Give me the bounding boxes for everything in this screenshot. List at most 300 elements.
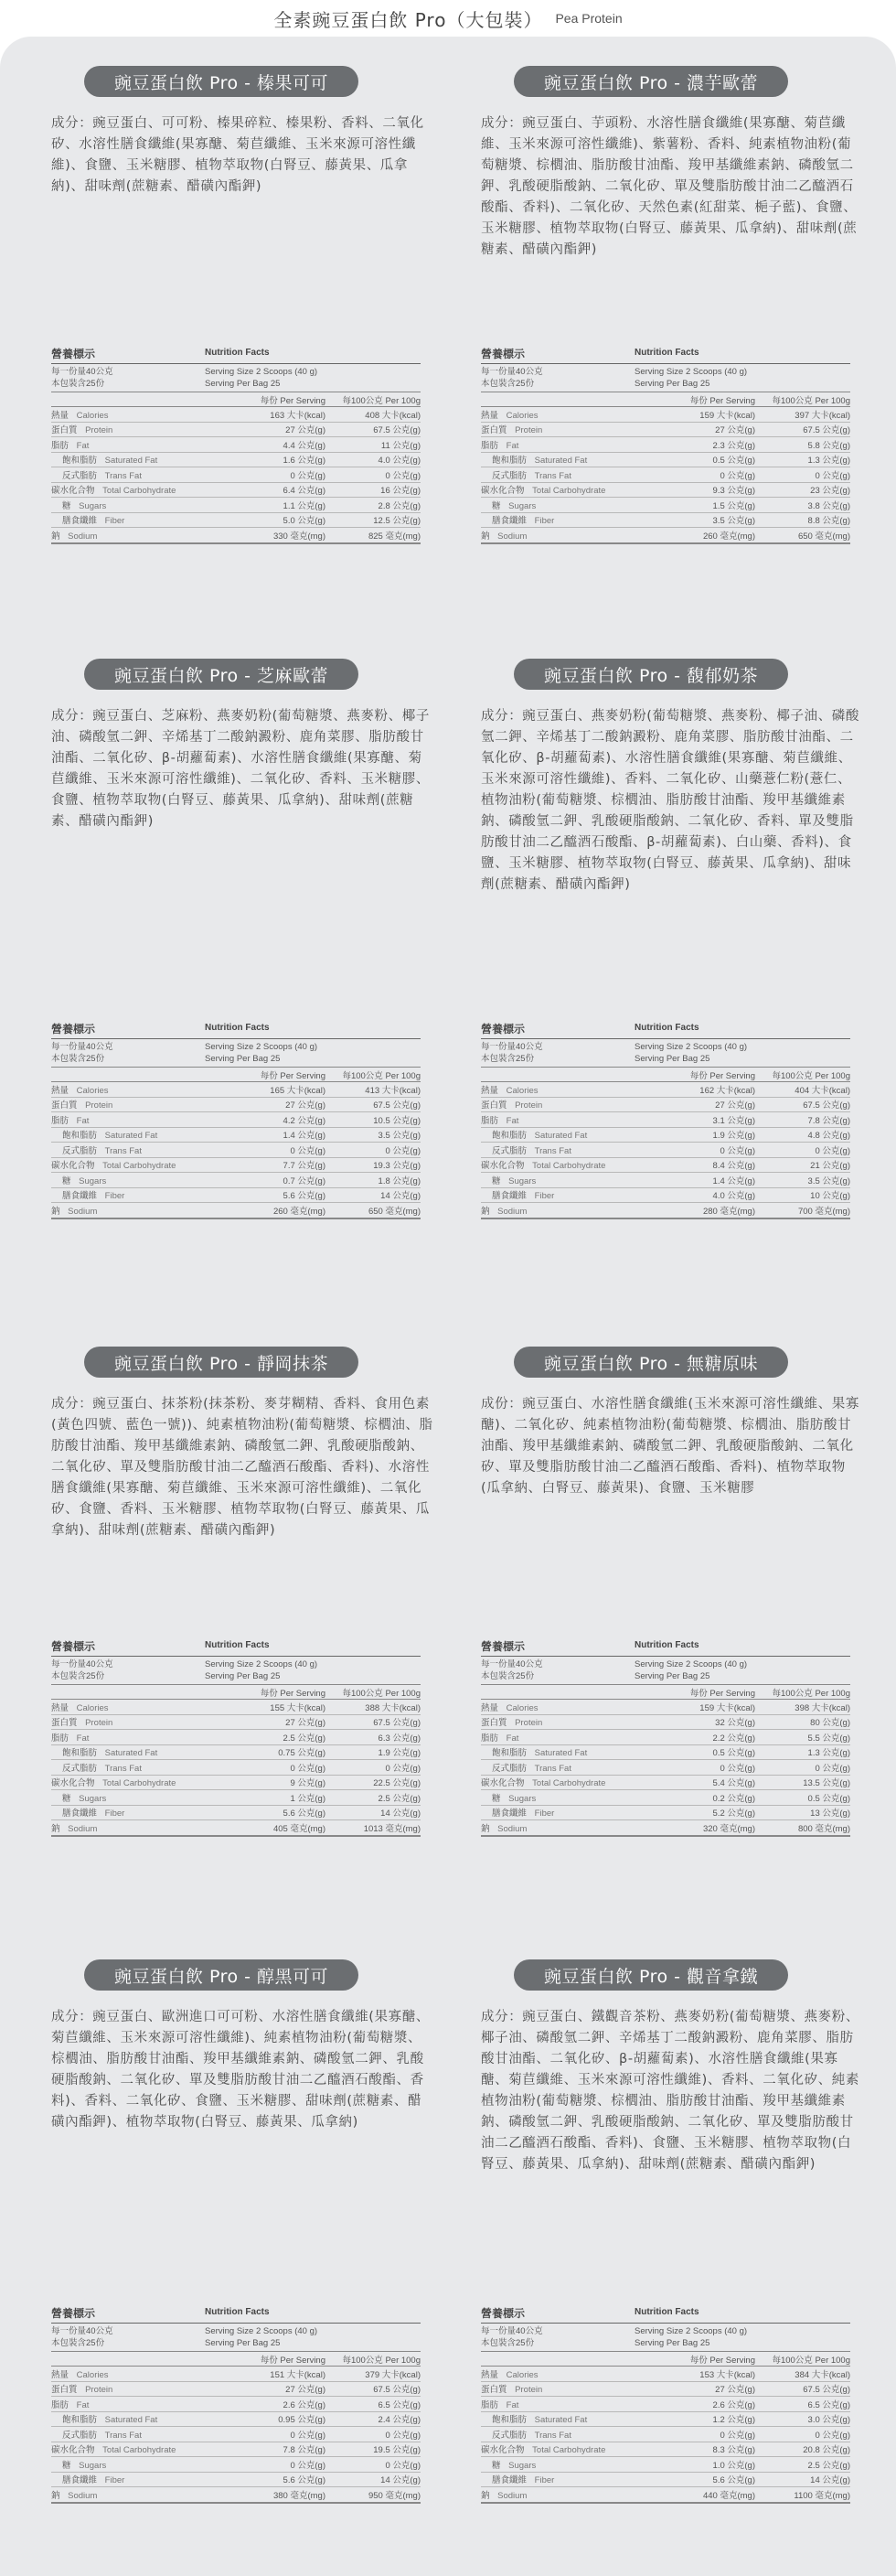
per-100g-value: 1013 毫克(mg) bbox=[363, 1823, 421, 1834]
per-100g-value: 67.5 公克(g) bbox=[373, 1718, 421, 1729]
nutrient-name-zh: 膳食纖維 bbox=[492, 1191, 528, 1202]
per-serving-value: 27 公克(g) bbox=[285, 1718, 325, 1729]
nutrition-row bbox=[51, 1188, 421, 1204]
nutrient-name-zh: 鈉 bbox=[51, 2490, 60, 2501]
nutrient-name-zh: 熱量 bbox=[51, 1702, 69, 1713]
per-serving-value: 405 毫克(mg) bbox=[272, 1823, 325, 1834]
per-100g-value: 384 大卡(kcal) bbox=[795, 2369, 850, 2380]
per-serving-value: 165 大卡(kcal) bbox=[270, 1085, 325, 1096]
nutrient-name-en: Trans Fat bbox=[534, 2430, 571, 2441]
nutrient-name-zh: 糖 bbox=[62, 2460, 71, 2471]
ingredients-text: 成分：豌豆蛋白、芝麻粉、燕麥奶粉(葡萄糖漿、燕麥粉、椰子油、磷酸氫二鉀、辛烯基丁二酸鈉澱粉、鹿角菜膠、脂肪酸甘油酯、二氧化矽、β-胡蘿蔔素)、水溶性膳食纖維(果寡醣、菊苣纖維、玉米來源可溶性纖維)、二氧化矽、香料、玉米糖膠、食鹽、植物萃取物(白腎豆、藤黃果、瓜拿納)、甜味劑(蔗糖素、醋磺內酯鉀) bbox=[51, 709, 430, 829]
per-serving-value: 159 大卡(kcal) bbox=[699, 410, 755, 421]
serving-size-en: Serving Size 2 Scoops (40 g) bbox=[205, 2326, 318, 2336]
product-block bbox=[481, 66, 874, 578]
nutrient-name-zh: 鈉 bbox=[481, 531, 490, 542]
nutrient-name-zh: 蛋白質 bbox=[481, 1718, 507, 1729]
nutrient-name-zh: 脂肪 bbox=[51, 2399, 69, 2410]
per-100g-value: 388 大卡(kcal) bbox=[365, 1702, 421, 1713]
page-subtitle: Pea Protein bbox=[555, 11, 623, 26]
nutrient-name-en: Protein bbox=[515, 425, 543, 436]
nutrient-name-en: Sodium bbox=[68, 1823, 98, 1834]
per-100g-value: 825 毫克(mg) bbox=[368, 531, 421, 542]
per-100g-value: 1.3 公克(g) bbox=[807, 456, 850, 467]
per-100g-value: 0 公克(g) bbox=[385, 2430, 421, 2441]
product-block bbox=[481, 1347, 874, 1859]
per-100g-value: 0 公克(g) bbox=[385, 1763, 421, 1774]
servings-per-pack-en: Serving Per Bag 25 bbox=[635, 1671, 710, 1681]
nutrient-name-zh: 熱量 bbox=[51, 1085, 69, 1096]
product-block bbox=[481, 659, 874, 1217]
nutrient-name-en: Fiber bbox=[534, 1809, 555, 1819]
per-100g-value: 0 公克(g) bbox=[385, 470, 421, 481]
nutrient-name-zh: 飽和脂肪 bbox=[492, 1748, 528, 1759]
per-100g-value: 67.5 公克(g) bbox=[803, 2385, 850, 2396]
per-100g-value: 11 公克(g) bbox=[380, 440, 421, 451]
per-100g-header: 每100公克 Per 100g bbox=[772, 2355, 850, 2366]
per-serving-value: 2.5 公克(g) bbox=[283, 1733, 325, 1744]
servings-per-pack-en: Serving Per Bag 25 bbox=[205, 1054, 281, 1064]
nutrition-row bbox=[481, 1188, 850, 1204]
per-100g-value: 12.5 公克(g) bbox=[373, 516, 421, 527]
per-100g-value: 19.3 公克(g) bbox=[373, 1161, 421, 1172]
serving-size-en: Serving Size 2 Scoops (40 g) bbox=[635, 1659, 748, 1669]
per-serving-header: 每份 Per Serving bbox=[689, 1688, 755, 1699]
serving-size-zh: 每一份量40公克 bbox=[481, 1042, 543, 1052]
nutrition-row bbox=[51, 1776, 421, 1791]
page-title: 全素豌豆蛋白飲 Pro（大包裝） bbox=[273, 8, 543, 31]
per-100g-value: 650 毫克(mg) bbox=[368, 1206, 421, 1217]
nutrient-name-en: Calories bbox=[506, 1702, 539, 1713]
nutrition-row bbox=[51, 2367, 421, 2382]
nutrient-name-en: Protein bbox=[85, 1718, 113, 1729]
nutrition-row bbox=[51, 513, 421, 529]
per-serving-value: 27 公克(g) bbox=[715, 1100, 755, 1111]
per-100g-value: 0 公克(g) bbox=[815, 1145, 850, 1156]
nutrition-row bbox=[481, 1806, 850, 1821]
nutrition-column-header bbox=[51, 2352, 421, 2367]
nutrient-name-en: Trans Fat bbox=[104, 1145, 142, 1156]
nutrient-name-zh: 熱量 bbox=[481, 1085, 499, 1096]
nutrition-header bbox=[51, 2305, 421, 2324]
nutrition-facts-table bbox=[51, 1021, 421, 1219]
nutrition-row bbox=[481, 1112, 850, 1128]
per-100g-value: 3.0 公克(g) bbox=[807, 2415, 850, 2426]
nutrient-name-zh: 膳食纖維 bbox=[492, 516, 528, 527]
nutrient-name-zh: 飽和脂肪 bbox=[62, 1131, 98, 1142]
nutrition-header bbox=[51, 1021, 421, 1039]
nutrient-name-en: Fat bbox=[506, 440, 519, 451]
nutrient-name-zh: 反式脂肪 bbox=[492, 1763, 528, 1774]
per-100g-value: 950 毫克(mg) bbox=[368, 2490, 421, 2501]
per-100g-value: 0 公克(g) bbox=[815, 2430, 850, 2441]
nutrient-name-zh: 脂肪 bbox=[51, 1733, 69, 1744]
per-100g-value: 379 大卡(kcal) bbox=[365, 2369, 421, 2380]
nutrient-name-zh: 碳水化合物 bbox=[481, 486, 525, 497]
nutrient-name-zh: 蛋白質 bbox=[481, 425, 507, 436]
nutrition-column-header bbox=[481, 2352, 850, 2367]
nutrition-row bbox=[51, 1790, 421, 1806]
per-100g-value: 14 公克(g) bbox=[810, 2475, 850, 2486]
nutrition-row bbox=[51, 1820, 421, 1837]
product-title: 豌豆蛋白飲 Pro - 濃芋歐蕾 bbox=[514, 66, 788, 97]
ingredients-text: 成分：豌豆蛋白、可可粉、榛果碎粒、榛果粉、香料、二氧化矽、水溶性膳食纖維(果寡醣、菊苣纖維、玉米來源可溶性纖維)、食鹽、玉米糖膠、植物萃取物(白腎豆、藤黃果、瓜拿納)、甜味劑(蔗糖素、醋磺內酯鉀) bbox=[51, 116, 424, 194]
per-serving-value: 5.6 公克(g) bbox=[283, 1809, 325, 1819]
per-serving-value: 2.2 公克(g) bbox=[712, 1733, 755, 1744]
nutrient-name-zh: 熱量 bbox=[51, 410, 69, 421]
nutrient-name-en: Calories bbox=[506, 2369, 539, 2380]
nutrient-name-zh: 脂肪 bbox=[481, 1115, 499, 1126]
nutrition-row bbox=[481, 513, 850, 529]
nutrient-name-en: Saturated Fat bbox=[104, 456, 158, 467]
nutrition-title-zh: 營養標示 bbox=[481, 2307, 526, 2320]
nutrition-row bbox=[481, 483, 850, 499]
per-100g-value: 14 公克(g) bbox=[380, 1191, 421, 1202]
nutrition-row bbox=[51, 483, 421, 499]
per-serving-value: 260 毫克(mg) bbox=[272, 1206, 325, 1217]
nutrient-name-zh: 鈉 bbox=[51, 1206, 60, 1217]
serving-size-en: Serving Size 2 Scoops (40 g) bbox=[635, 1042, 748, 1052]
nutrition-title-en: Nutrition Facts bbox=[635, 2307, 699, 2317]
nutrient-name-zh: 蛋白質 bbox=[51, 1100, 78, 1111]
nutrition-title-en: Nutrition Facts bbox=[205, 2307, 270, 2317]
per-serving-value: 3.5 公克(g) bbox=[712, 516, 755, 527]
per-serving-value: 1.6 公克(g) bbox=[283, 456, 325, 467]
per-100g-value: 1.3 公克(g) bbox=[807, 1748, 850, 1759]
nutrient-name-en: Sugars bbox=[508, 500, 537, 511]
per-serving-value: 1.4 公克(g) bbox=[283, 1131, 325, 1142]
per-100g-value: 3.5 公克(g) bbox=[807, 1175, 850, 1186]
per-serving-value: 0 公克(g) bbox=[290, 1145, 325, 1156]
per-100g-header: 每100公克 Per 100g bbox=[342, 395, 421, 406]
per-100g-value: 16 公克(g) bbox=[380, 486, 421, 497]
nutrition-row bbox=[481, 1715, 850, 1731]
per-serving-value: 32 公克(g) bbox=[715, 1718, 755, 1729]
servings-per-pack-zh: 本包裝含25份 bbox=[51, 379, 105, 389]
nutrient-name-en: Fat bbox=[76, 440, 90, 451]
nutrient-name-zh: 反式脂肪 bbox=[492, 470, 528, 481]
per-serving-value: 27 公克(g) bbox=[285, 2385, 325, 2396]
nutrition-row bbox=[51, 498, 421, 513]
nutrient-name-en: Calories bbox=[76, 410, 109, 421]
per-serving-value: 0 公克(g) bbox=[720, 1763, 755, 1774]
product-title: 豌豆蛋白飲 Pro - 無糖原味 bbox=[514, 1347, 788, 1378]
nutrient-name-zh: 蛋白質 bbox=[481, 1100, 507, 1111]
nutrition-column-header bbox=[51, 392, 421, 407]
serving-size-en: Serving Size 2 Scoops (40 g) bbox=[635, 2326, 748, 2336]
per-serving-value: 0.7 公克(g) bbox=[283, 1175, 325, 1186]
nutrition-header bbox=[481, 1638, 850, 1657]
nutrient-name-en: Fiber bbox=[534, 516, 555, 527]
nutrient-name-en: Saturated Fat bbox=[534, 1748, 588, 1759]
per-serving-header: 每份 Per Serving bbox=[260, 395, 325, 406]
per-serving-value: 5.2 公克(g) bbox=[712, 1809, 755, 1819]
product-block bbox=[51, 66, 444, 578]
nutrition-row bbox=[51, 2382, 421, 2398]
per-100g-header: 每100公克 Per 100g bbox=[342, 2355, 421, 2366]
servings-per-pack-en: Serving Per Bag 25 bbox=[205, 379, 281, 389]
nutrient-name-zh: 糖 bbox=[492, 500, 501, 511]
per-100g-value: 67.5 公克(g) bbox=[373, 425, 421, 436]
nutrition-title-en: Nutrition Facts bbox=[635, 1023, 699, 1033]
per-100g-value: 23 公克(g) bbox=[810, 486, 850, 497]
nutrient-name-en: Total Carbohydrate bbox=[102, 2445, 176, 2456]
nutrient-name-en: Fiber bbox=[534, 1191, 555, 1202]
per-serving-value: 1 公克(g) bbox=[290, 1793, 325, 1804]
nutrient-name-en: Calories bbox=[506, 410, 539, 421]
nutrition-row bbox=[51, 1112, 421, 1128]
per-serving-value: 1.2 公克(g) bbox=[712, 2415, 755, 2426]
page-header bbox=[0, 0, 896, 37]
per-100g-value: 67.5 公克(g) bbox=[373, 1100, 421, 1111]
servings-per-pack-en: Serving Per Bag 25 bbox=[205, 1671, 281, 1681]
nutrition-row bbox=[481, 498, 850, 513]
nutrition-column-header bbox=[481, 1068, 850, 1082]
serving-info bbox=[51, 364, 421, 392]
nutrition-row bbox=[481, 407, 850, 423]
nutrition-row bbox=[481, 1776, 850, 1791]
nutrient-name-en: Sodium bbox=[68, 1206, 98, 1217]
per-100g-value: 650 毫克(mg) bbox=[797, 531, 850, 542]
nutrition-row bbox=[51, 1158, 421, 1174]
nutrition-row bbox=[51, 407, 421, 423]
serving-info bbox=[51, 1657, 421, 1685]
nutrition-header bbox=[51, 346, 421, 364]
nutrition-row bbox=[51, 1082, 421, 1098]
per-serving-value: 9 公克(g) bbox=[290, 1778, 325, 1789]
nutrition-row bbox=[51, 2487, 421, 2504]
nutrition-row bbox=[51, 1203, 421, 1219]
nutrition-row bbox=[481, 1820, 850, 1837]
nutrient-name-zh: 鈉 bbox=[481, 1823, 490, 1834]
per-100g-value: 10 公克(g) bbox=[810, 1191, 850, 1202]
serving-size-en: Serving Size 2 Scoops (40 g) bbox=[205, 1042, 318, 1052]
nutrient-name-en: Sugars bbox=[508, 1793, 537, 1804]
serving-size-en: Serving Size 2 Scoops (40 g) bbox=[205, 367, 318, 377]
per-100g-value: 800 毫克(mg) bbox=[797, 1823, 850, 1834]
nutrition-row bbox=[481, 2427, 850, 2442]
servings-per-pack-en: Serving Per Bag 25 bbox=[635, 1054, 710, 1064]
nutrient-name-zh: 熱量 bbox=[51, 2369, 69, 2380]
nutrition-row bbox=[481, 2487, 850, 2504]
per-serving-value: 27 公克(g) bbox=[715, 425, 755, 436]
per-100g-value: 2.5 公克(g) bbox=[378, 1793, 421, 1804]
nutrient-name-en: Calories bbox=[76, 2369, 109, 2380]
nutrition-row bbox=[51, 1128, 421, 1143]
nutrition-row bbox=[51, 2473, 421, 2488]
nutrient-name-en: Fiber bbox=[104, 516, 125, 527]
per-serving-value: 1.1 公克(g) bbox=[283, 500, 325, 511]
nutrient-name-en: Saturated Fat bbox=[534, 2415, 588, 2426]
nutrition-column-header bbox=[51, 1685, 421, 1700]
nutrient-name-en: Saturated Fat bbox=[104, 1131, 158, 1142]
nutrition-title-zh: 營養標示 bbox=[51, 1023, 96, 1036]
per-100g-value: 21 公克(g) bbox=[810, 1161, 850, 1172]
per-100g-header: 每100公克 Per 100g bbox=[342, 1070, 421, 1081]
nutrition-facts-table bbox=[481, 2305, 850, 2504]
nutrient-name-en: Sugars bbox=[508, 2460, 537, 2471]
nutrition-row bbox=[51, 467, 421, 483]
per-100g-value: 0.5 公克(g) bbox=[807, 1793, 850, 1804]
nutrition-row bbox=[481, 1790, 850, 1806]
nutrient-name-en: Fat bbox=[76, 1115, 90, 1126]
nutrition-row bbox=[51, 1715, 421, 1731]
nutrient-name-zh: 鈉 bbox=[51, 531, 60, 542]
nutrition-row bbox=[51, 437, 421, 453]
nutrient-name-en: Protein bbox=[515, 2385, 543, 2396]
nutrition-row bbox=[51, 1730, 421, 1745]
nutrition-row bbox=[481, 1158, 850, 1174]
per-100g-value: 1.9 公克(g) bbox=[378, 1748, 421, 1759]
product-title: 豌豆蛋白飲 Pro - 馥郁奶茶 bbox=[514, 659, 788, 690]
nutrient-name-zh: 脂肪 bbox=[481, 2399, 499, 2410]
nutrient-name-zh: 脂肪 bbox=[481, 440, 499, 451]
nutrient-name-en: Sodium bbox=[497, 1823, 528, 1834]
per-100g-value: 1100 毫克(mg) bbox=[794, 2490, 850, 2501]
nutrient-name-zh: 蛋白質 bbox=[51, 2385, 78, 2396]
nutrition-title-zh: 營養標示 bbox=[51, 2307, 96, 2320]
nutrient-name-en: Fat bbox=[506, 1733, 519, 1744]
per-serving-header: 每份 Per Serving bbox=[260, 2355, 325, 2366]
nutrition-header bbox=[51, 1638, 421, 1657]
serving-size-zh: 每一份量40公克 bbox=[51, 1042, 113, 1052]
nutrition-row bbox=[51, 423, 421, 438]
product-block bbox=[51, 659, 444, 1217]
nutrition-row bbox=[481, 1082, 850, 1098]
serving-size-zh: 每一份量40公克 bbox=[481, 367, 543, 377]
nutrition-title-zh: 營養標示 bbox=[51, 348, 96, 360]
nutrition-row bbox=[481, 2412, 850, 2428]
per-serving-value: 0 公克(g) bbox=[290, 470, 325, 481]
nutrition-row bbox=[481, 1760, 850, 1776]
nutrient-name-zh: 膳食纖維 bbox=[492, 2475, 528, 2486]
per-100g-header: 每100公克 Per 100g bbox=[772, 1688, 850, 1699]
nutrient-name-zh: 碳水化合物 bbox=[51, 1778, 95, 1789]
nutrition-header bbox=[481, 1021, 850, 1039]
nutrition-row bbox=[481, 1745, 850, 1761]
serving-size-en: Serving Size 2 Scoops (40 g) bbox=[205, 1659, 318, 1669]
serving-info bbox=[51, 2324, 421, 2352]
per-100g-value: 10.5 公克(g) bbox=[373, 1115, 421, 1126]
nutrient-name-zh: 蛋白質 bbox=[481, 2385, 507, 2396]
per-serving-value: 0.2 公克(g) bbox=[712, 1793, 755, 1804]
per-serving-value: 0 公克(g) bbox=[290, 2430, 325, 2441]
per-serving-value: 1.4 公克(g) bbox=[712, 1175, 755, 1186]
per-100g-value: 0 公克(g) bbox=[385, 1145, 421, 1156]
per-100g-value: 80 公克(g) bbox=[810, 1718, 850, 1729]
per-100g-value: 13 公克(g) bbox=[810, 1809, 850, 1819]
per-serving-value: 5.6 公克(g) bbox=[283, 1191, 325, 1202]
nutrient-name-zh: 糖 bbox=[62, 1175, 71, 1186]
nutrient-name-en: Saturated Fat bbox=[104, 2415, 158, 2426]
per-serving-value: 4.4 公克(g) bbox=[283, 440, 325, 451]
per-serving-value: 4.2 公克(g) bbox=[283, 1115, 325, 1126]
nutrient-name-zh: 飽和脂肪 bbox=[62, 2415, 98, 2426]
nutrient-name-zh: 飽和脂肪 bbox=[492, 456, 528, 467]
per-100g-value: 5.5 公克(g) bbox=[807, 1733, 850, 1744]
ingredients-text: 成分：豌豆蛋白、歐洲進口可可粉、水溶性膳食纖維(果寡醣、菊苣纖維、玉米來源可溶性纖維)、純素植物油粉(葡萄糖漿、棕櫚油、脂肪酸甘油酯、羧甲基纖維素鈉、磷酸氫二鉀、乳酸硬脂酸鈉、二氧化矽、單及雙脂肪酸甘油二乙醯酒石酸酯、香料)、香料、二氧化矽、食鹽、玉米糖膠、甜味劑(蔗糖素、醋磺內酯鉀)、植物萃取物(白腎豆、藤黃果、瓜拿納) bbox=[51, 2010, 430, 2130]
per-100g-header: 每100公克 Per 100g bbox=[772, 395, 850, 406]
nutrient-name-en: Fiber bbox=[104, 2475, 125, 2486]
per-serving-value: 163 大卡(kcal) bbox=[270, 410, 325, 421]
nutrition-row bbox=[481, 423, 850, 438]
per-100g-value: 3.5 公克(g) bbox=[378, 1131, 421, 1142]
nutrient-name-zh: 蛋白質 bbox=[51, 1718, 78, 1729]
nutrient-name-zh: 鈉 bbox=[481, 2490, 490, 2501]
nutrient-name-en: Sodium bbox=[68, 2490, 98, 2501]
nutrient-name-zh: 膳食纖維 bbox=[62, 1191, 98, 1202]
per-serving-value: 27 公克(g) bbox=[715, 2385, 755, 2396]
per-serving-value: 4.0 公克(g) bbox=[712, 1191, 755, 1202]
nutrition-title-zh: 營養標示 bbox=[481, 1640, 526, 1653]
per-100g-value: 408 大卡(kcal) bbox=[365, 410, 421, 421]
nutrient-name-en: Saturated Fat bbox=[534, 1131, 588, 1142]
per-100g-value: 413 大卡(kcal) bbox=[365, 1085, 421, 1096]
nutrition-facts-table bbox=[51, 2305, 421, 2504]
nutrition-title-en: Nutrition Facts bbox=[635, 348, 699, 358]
nutrient-name-en: Total Carbohydrate bbox=[102, 486, 176, 497]
per-serving-value: 159 大卡(kcal) bbox=[699, 1702, 755, 1713]
per-serving-value: 3.1 公克(g) bbox=[712, 1115, 755, 1126]
per-serving-value: 1.9 公克(g) bbox=[712, 1131, 755, 1142]
per-serving-header: 每份 Per Serving bbox=[689, 395, 755, 406]
per-100g-header: 每100公克 Per 100g bbox=[772, 1070, 850, 1081]
per-100g-value: 2.4 公克(g) bbox=[378, 2415, 421, 2426]
nutrient-name-en: Saturated Fat bbox=[534, 456, 588, 467]
per-serving-header: 每份 Per Serving bbox=[689, 2355, 755, 2366]
nutrient-name-zh: 飽和脂肪 bbox=[492, 1131, 528, 1142]
nutrient-name-zh: 飽和脂肪 bbox=[492, 2415, 528, 2426]
nutrient-name-en: Trans Fat bbox=[104, 1763, 142, 1774]
per-serving-header: 每份 Per Serving bbox=[260, 1688, 325, 1699]
serving-info bbox=[481, 2324, 850, 2352]
per-100g-value: 67.5 公克(g) bbox=[803, 425, 850, 436]
per-serving-value: 0.5 公克(g) bbox=[712, 456, 755, 467]
nutrition-row bbox=[481, 1173, 850, 1188]
nutrition-title-en: Nutrition Facts bbox=[205, 348, 270, 358]
nutrient-name-en: Saturated Fat bbox=[104, 1748, 158, 1759]
nutrition-column-header bbox=[51, 1068, 421, 1082]
nutrient-name-en: Fat bbox=[76, 2399, 90, 2410]
product-title: 豌豆蛋白飲 Pro - 靜岡抹茶 bbox=[84, 1347, 358, 1378]
per-100g-value: 404 大卡(kcal) bbox=[795, 1085, 850, 1096]
servings-per-pack-zh: 本包裝含25份 bbox=[51, 1054, 105, 1064]
nutrient-name-zh: 飽和脂肪 bbox=[62, 456, 98, 467]
nutrition-title-zh: 營養標示 bbox=[481, 348, 526, 360]
per-100g-value: 67.5 公克(g) bbox=[373, 2385, 421, 2396]
per-serving-value: 260 毫克(mg) bbox=[702, 531, 755, 542]
nutrient-name-en: Protein bbox=[85, 2385, 113, 2396]
per-serving-value: 155 大卡(kcal) bbox=[270, 1702, 325, 1713]
nutrient-name-zh: 熱量 bbox=[481, 410, 499, 421]
nutrition-row bbox=[481, 1700, 850, 1715]
product-title: 豌豆蛋白飲 Pro - 觀音拿鐵 bbox=[514, 1959, 788, 1991]
per-serving-value: 0 公克(g) bbox=[290, 1763, 325, 1774]
nutrient-name-zh: 反式脂肪 bbox=[62, 470, 98, 481]
nutrition-title-zh: 營養標示 bbox=[51, 1640, 96, 1653]
servings-per-pack-zh: 本包裝含25份 bbox=[51, 2338, 105, 2348]
nutrition-facts-table bbox=[51, 1638, 421, 1837]
nutrient-name-en: Sodium bbox=[497, 531, 528, 542]
nutrient-name-en: Sugars bbox=[79, 1175, 107, 1186]
nutrient-name-zh: 脂肪 bbox=[481, 1733, 499, 1744]
per-100g-value: 0 公克(g) bbox=[815, 1763, 850, 1774]
nutrient-name-en: Fat bbox=[506, 1115, 519, 1126]
per-serving-value: 27 公克(g) bbox=[285, 1100, 325, 1111]
per-100g-value: 6.5 公克(g) bbox=[807, 2399, 850, 2410]
serving-info bbox=[481, 1657, 850, 1685]
nutrition-header bbox=[481, 346, 850, 364]
